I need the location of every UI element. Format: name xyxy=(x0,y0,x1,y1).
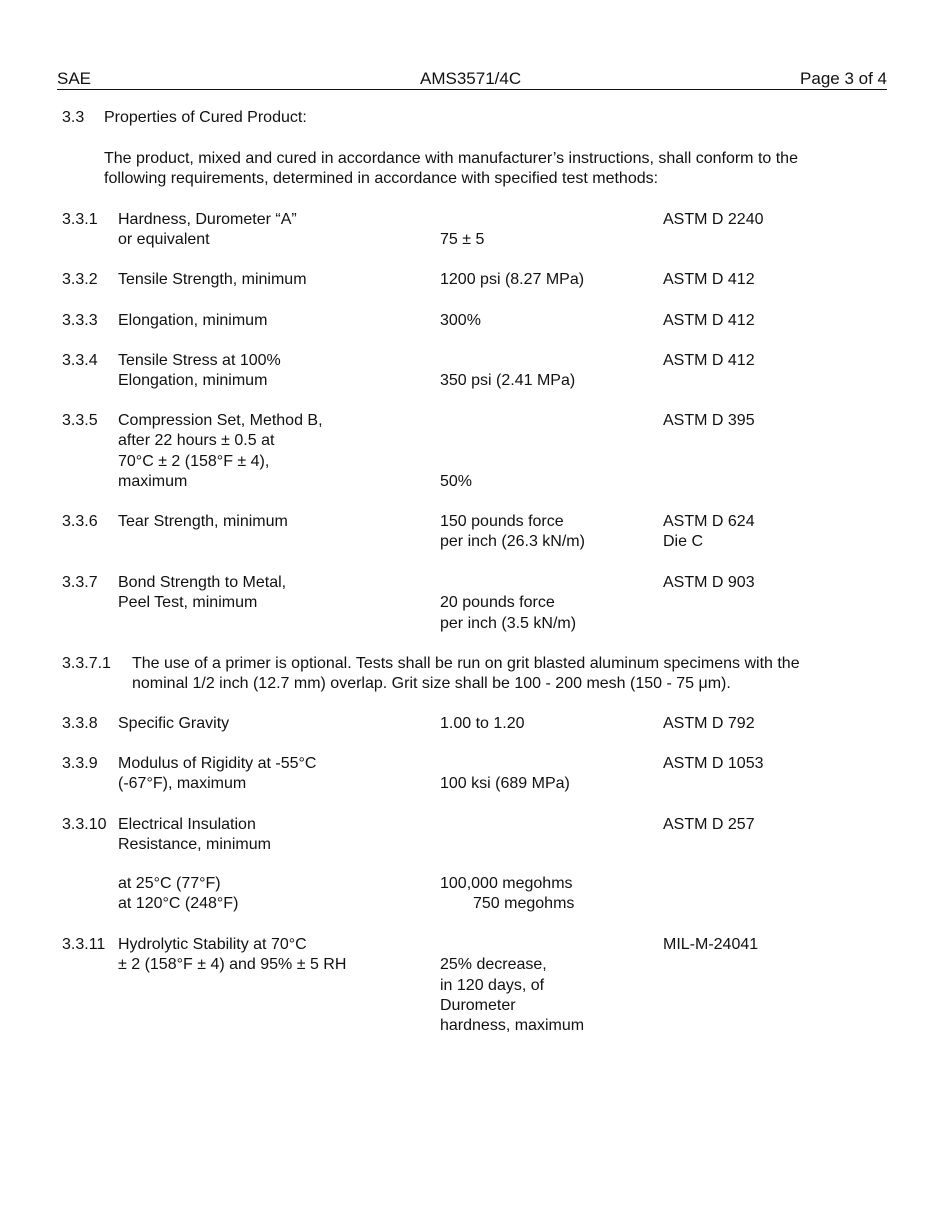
requirement-number: 3.3.10 xyxy=(62,816,107,833)
intro-line: following requirements, determined in accordance with specified test methods: xyxy=(104,170,659,188)
requirement-test-method: MIL-M-24041 xyxy=(663,936,759,953)
requirement-number: 3.3.4 xyxy=(62,352,98,369)
requirement-number: 3.3.5 xyxy=(62,412,98,429)
requirement-value: 100,000 megohms 750 megohms xyxy=(440,875,575,913)
requirement-description: Elongation, minimum xyxy=(118,312,268,329)
requirement-test-method: ASTM D 624 Die C xyxy=(663,513,755,551)
requirement-test-method: ASTM D 412 xyxy=(663,352,755,369)
section-title: Properties of Cured Product: xyxy=(104,109,307,126)
requirement-value: 100 ksi (689 MPa) xyxy=(440,775,570,793)
requirement-value: 1.00 to 1.20 xyxy=(440,715,525,732)
requirement-description: Bond Strength to Metal, Peel Test, minimum xyxy=(118,574,287,612)
requirement-test-method: ASTM D 792 xyxy=(663,715,755,732)
page-header xyxy=(57,69,887,90)
note-number: 3.3.7.1 xyxy=(62,655,111,672)
requirement-test-method: ASTM D 257 xyxy=(663,816,755,833)
requirement-value: 300% xyxy=(440,312,481,329)
requirement-number: 3.3.1 xyxy=(62,211,98,228)
requirement-condition: at 25°C (77°F) at 120°C (248°F) xyxy=(118,875,239,913)
requirement-test-method: ASTM D 2240 xyxy=(663,211,764,228)
requirement-description: Tear Strength, minimum xyxy=(118,513,288,530)
requirement-description: Hardness, Durometer “A” or equivalent xyxy=(118,211,297,249)
requirement-test-method: ASTM D 412 xyxy=(663,312,755,329)
requirement-number: 3.3.6 xyxy=(62,513,98,530)
requirement-number: 3.3.2 xyxy=(62,271,98,288)
requirement-description: Electrical Insulation Resistance, minimum xyxy=(118,816,271,854)
requirement-number: 3.3.11 xyxy=(62,936,106,953)
requirement-test-method: ASTM D 903 xyxy=(663,574,755,591)
requirement-number: 3.3.3 xyxy=(62,312,98,329)
requirement-description: Compression Set, Method B, after 22 hours ± 0.5 at 70°C ± 2 (158°F ± 4), maximum xyxy=(118,412,323,490)
requirement-value: 20 pounds force per inch (3.5 kN/m) xyxy=(440,594,577,632)
requirement-value: 25% decrease, in 120 days, of Durometer hardness, maximum xyxy=(440,956,585,1035)
requirement-description: Tensile Strength, minimum xyxy=(118,271,307,288)
requirement-description: Modulus of Rigidity at -55°C (-67°F), maximum xyxy=(118,755,317,793)
requirement-number: 3.3.7 xyxy=(62,574,98,591)
requirement-value: 75 ± 5 xyxy=(440,231,485,249)
requirement-value: 50% xyxy=(440,472,473,490)
requirement-value: 350 psi (2.41 MPa) xyxy=(440,372,576,390)
section-number: 3.3 xyxy=(62,109,85,126)
requirement-description: Hydrolytic Stability at 70°C ± 2 (158°F ± 4) and 95% ± 5 RH xyxy=(118,936,347,974)
requirement-description: Tensile Stress at 100% Elongation, minimum xyxy=(118,352,281,390)
requirement-value: 150 pounds force per inch (26.3 kN/m) xyxy=(440,513,585,551)
requirement-test-method: ASTM D 395 xyxy=(663,412,755,429)
header-doc-number: AMS3571/4C xyxy=(420,69,522,88)
requirement-test-method: ASTM D 412 xyxy=(663,271,755,288)
note-text: The use of a primer is optional. Tests shall be run on grit blasted aluminum specimens with the nominal 1/2 inch (12.7 mm) overlap. Grit size shall be 100 - 200 mesh (150 - 75 μm). xyxy=(132,655,800,693)
requirement-test-method: ASTM D 1053 xyxy=(663,755,764,772)
requirement-number: 3.3.8 xyxy=(62,715,98,732)
requirement-number: 3.3.9 xyxy=(62,755,98,772)
header-page-number: Page 3 of 4 xyxy=(800,69,887,88)
header-org: SAE xyxy=(57,69,92,88)
intro-line: The product, mixed and cured in accordance with manufacturer’s instructions, shall conform to the xyxy=(104,150,798,167)
requirement-value: 1200 psi (8.27 MPa) xyxy=(440,271,585,288)
section-intro xyxy=(104,149,864,190)
requirement-description: Specific Gravity xyxy=(118,715,230,732)
